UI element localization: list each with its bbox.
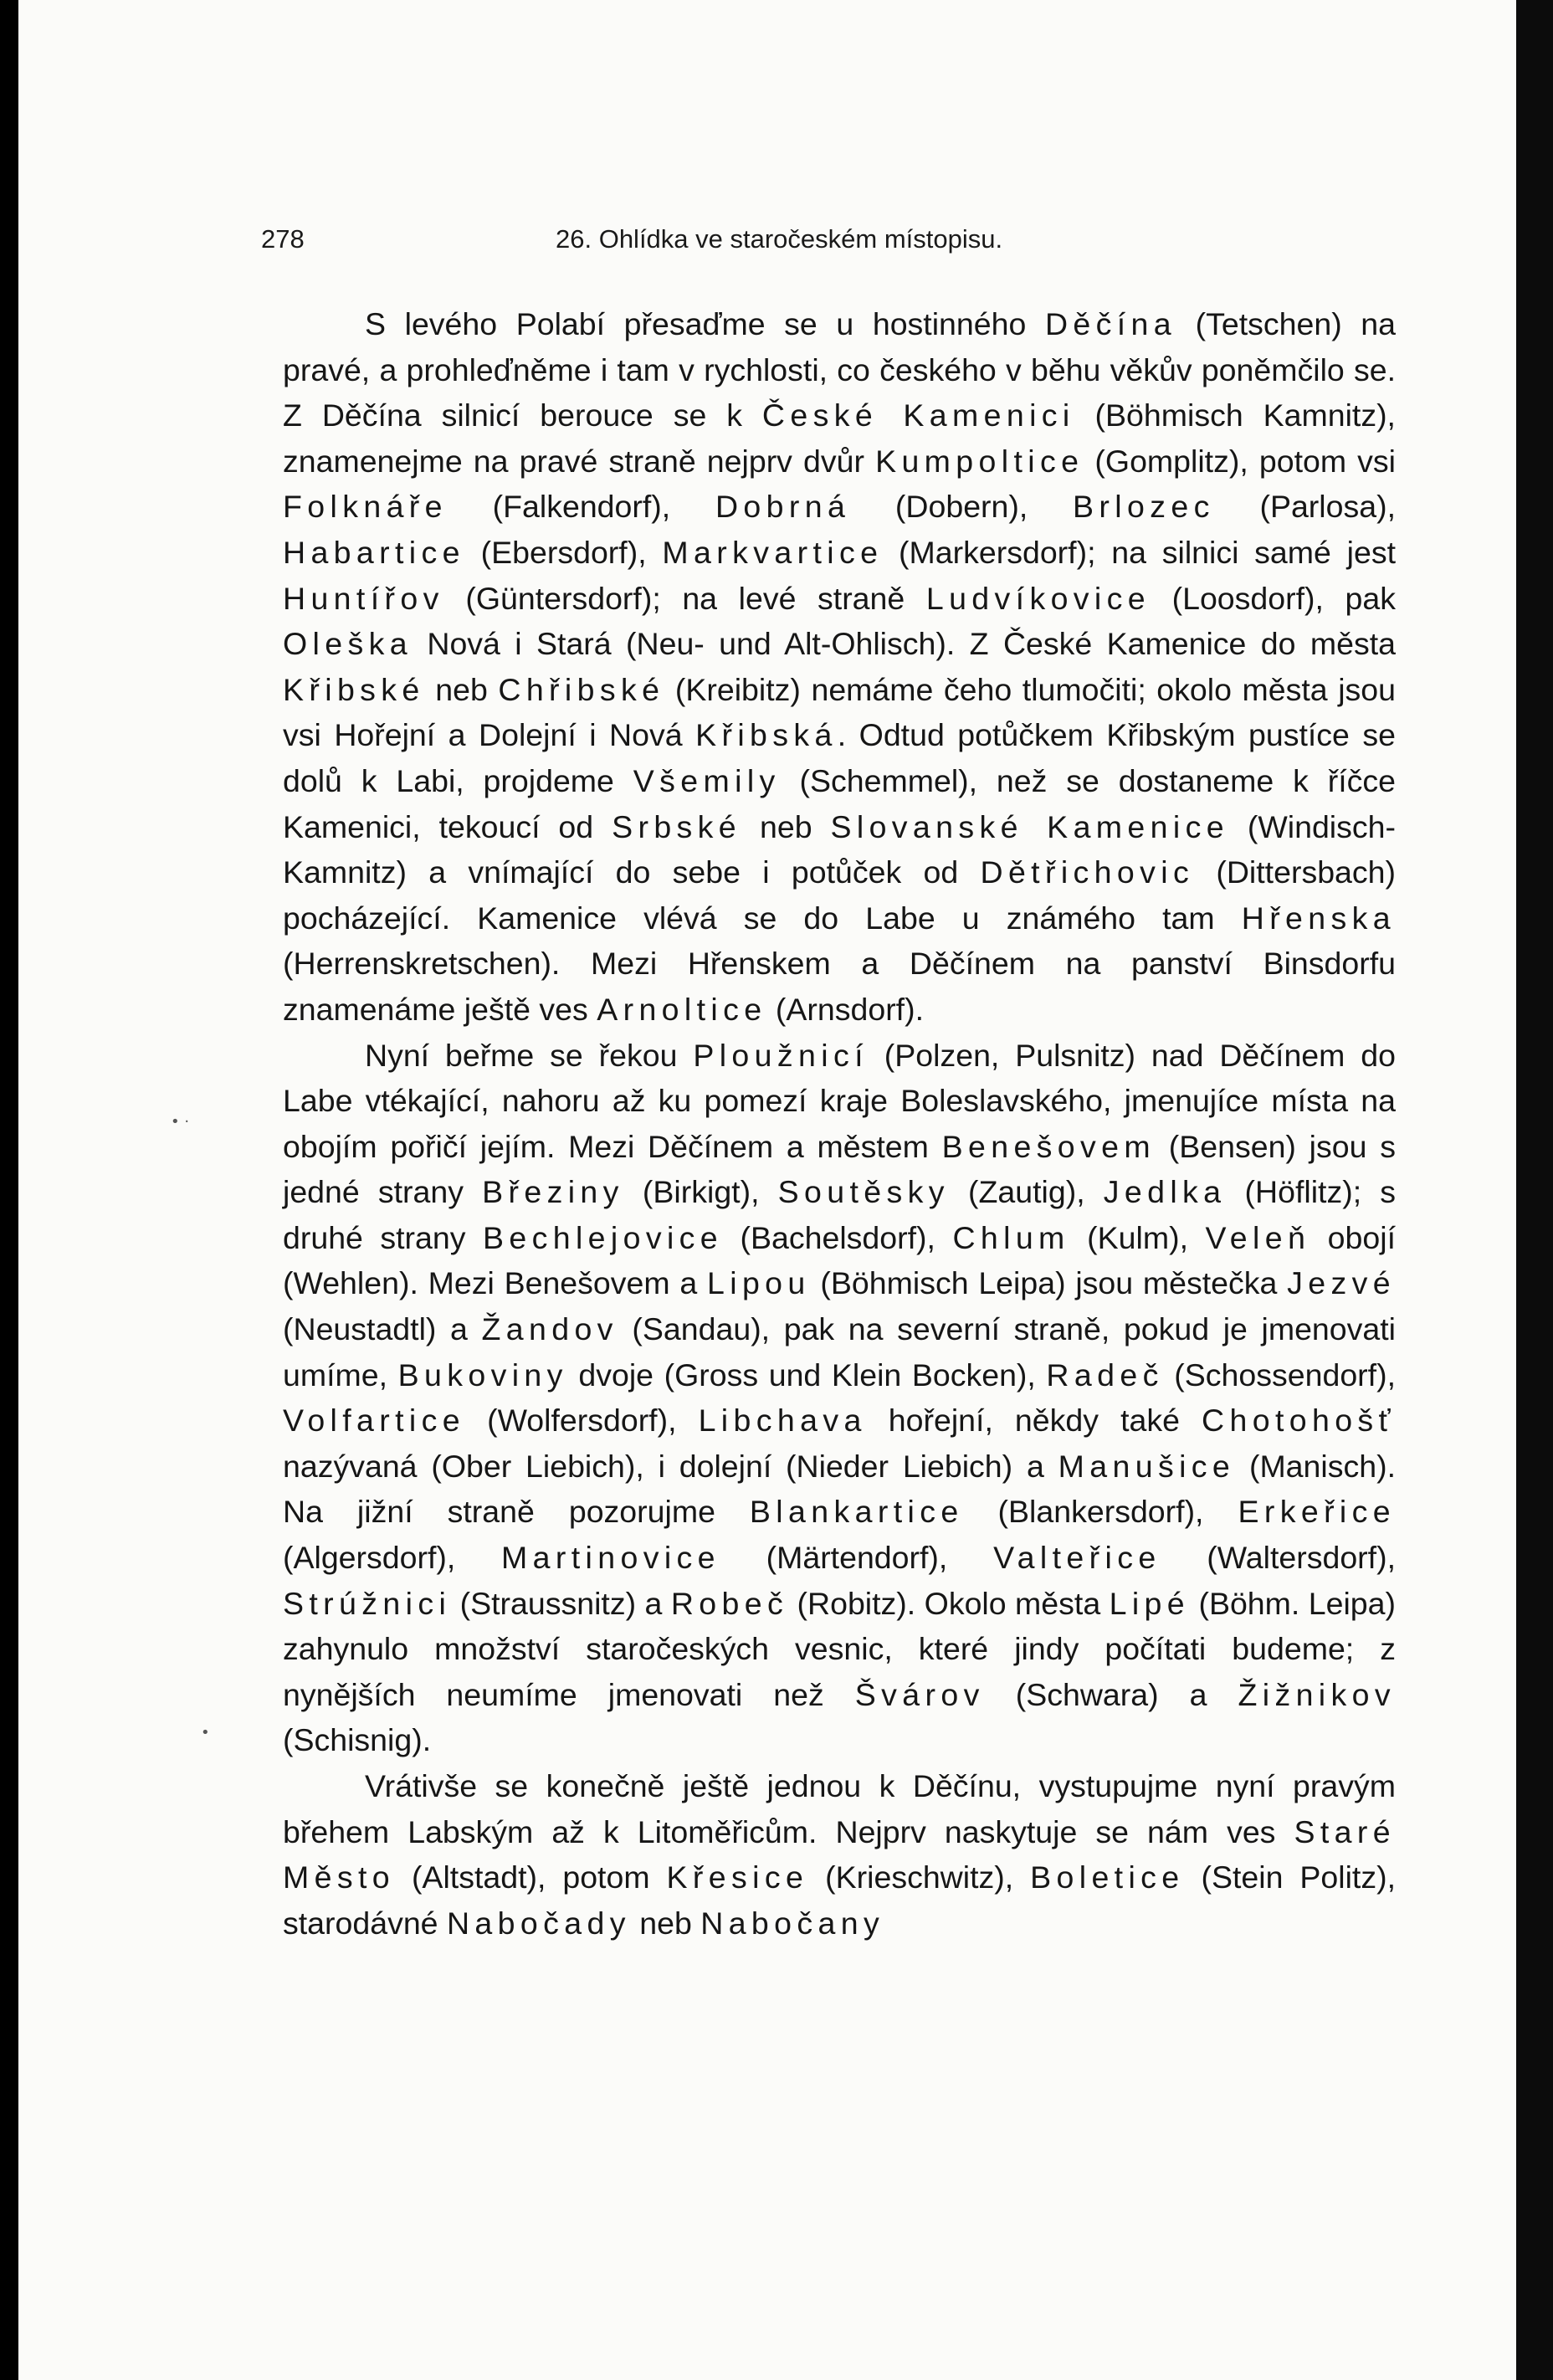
place-name: Lipou — [707, 1265, 811, 1301]
place-name: Jedlka — [1103, 1174, 1227, 1210]
place-name: Chřibské — [498, 671, 665, 707]
place-name: Srbské — [612, 808, 742, 844]
place-name: Bechlejovice — [483, 1219, 724, 1255]
place-name: Valteřice — [993, 1540, 1161, 1576]
scan-speck: • · — [171, 1113, 190, 1131]
place-name: Volfartice — [283, 1403, 465, 1439]
scan-speck: • — [201, 1724, 210, 1741]
paragraph-3: Vrátivše se konečně ještě jednou k Děčínu, vystupujme nyní pravým břehem Labským až k Litoměřicům. Nejprv naskytuje se nám ves Staré Město (Altstadt), potom Křesice (Krieschwitz), Boletice (Stein Politz), starodávné Nabočady neb Nabočany — [283, 1768, 1397, 1941]
place-name: Bukoviny — [397, 1357, 568, 1393]
place-name: Folknáře — [283, 489, 448, 525]
place-name: Chlum — [952, 1219, 1070, 1255]
place-name: Boletice — [1030, 1859, 1185, 1895]
place-name: České Kamenici — [761, 398, 1075, 433]
page-number: 278 — [261, 224, 305, 254]
place-name: Březiny — [482, 1174, 624, 1210]
place-name: Kumpoltice — [875, 443, 1084, 479]
book-page — [18, 0, 1516, 2380]
place-name: Veleň — [1205, 1219, 1311, 1255]
place-name: Erkeřice — [1238, 1494, 1396, 1530]
chapter-title: 26. Ohlídka ve staročeském místopisu. — [556, 224, 1003, 254]
place-name: Radeč — [1046, 1357, 1164, 1393]
place-name: Libchava — [698, 1403, 867, 1439]
place-name: Žižnikov — [1238, 1676, 1396, 1712]
place-name: Hřenska — [1241, 900, 1396, 936]
place-name: Slovanské Kamenice — [830, 808, 1229, 844]
place-name: Strúžnici — [283, 1585, 452, 1621]
place-name: Ploužnicí — [693, 1037, 869, 1073]
place-name: Švárov — [854, 1676, 985, 1712]
paragraph-1: S levého Polabí přesaďme se u hostinného Děčína (Tetschen) na pravé, a prohleďněme i tam v rychlosti, co českého v běhu věkův poněmčilo se. Z Děčína silnicí berouce se k České Kamenici (Böhmisch Kamnitz), znamenejme na pravé straně nejprv dvůr Kumpoltice (Gomplitz), potom vsi Folknáře (Falkendorf), Dobrná (Dobern), Brlozec (Parlosa), Habartice (Ebersdorf), Markvartice (Markersdorf); na silnici samé jest Huntířov (Güntersdorf); na levé straně Ludvíkovice (Loosdorf), pak Oleška Nová i Stará (Neu- und Alt-Ohlisch). Z České Kamenice do města Křibské neb Chřibské (Kreibitz) nemáme čeho tlumočiti; okolo města jsou vsi Hořejní a Dolejní i Nová Křibská. Odtud potůčkem Křibským pustíce se dolů k Labi, projdeme Všemily (Schemmel), než se dostaneme k říčce Kamenici, tekoucí od Srbské neb Slovanské Kamenice (Windisch-Kamnitz) a vnímající do sebe i potůček od Dětřichovic (Dittersbach) pocházející. Kamenice vlévá se do Labe u známého tam Hřenska (Herrenskretschen). Mezi Hřenskem a Děčínem na panství Binsdorfu znamenáme ještě ves Arnoltice (Arnsdorf). — [283, 306, 1397, 1027]
place-name: Nabočady — [446, 1905, 631, 1941]
place-name: Lipé — [1109, 1585, 1191, 1621]
place-name: Robeč — [670, 1585, 789, 1621]
body-text — [283, 301, 1396, 1946]
place-name: Křibská — [695, 717, 838, 753]
scan-edge — [1516, 0, 1553, 2380]
paragraph-2: Nyní beřme se řekou Ploužnicí (Polzen, Pulsnitz) nad Děčínem do Labe vtékající, nahoru až ku pomezí kraje Boleslavského, jmenujíce místa na obojím pořičí jejím. Mezi Děčínem a městem Benešovem (Bensen) jsou s jedné strany Březiny (Birkigt), Soutěsky (Zautig), Jedlka (Höflitz); s druhé strany Bechlejovice (Bachelsdorf), Chlum (Kulm), Veleň obojí (Wehlen). Mezi Benešovem a Lipou (Böhmisch Leipa) jsou městečka Jezvé (Neustadtl) a Žandov (Sandau), pak na severní straně, pokud je jmenovati umíme, Bukoviny dvoje (Gross und Klein Bocken), Radeč (Schossendorf), Volfartice (Wolfersdorf), Libchava hořejní, někdy také Chotohošť nazývaná (Ober Liebich), i dolejní (Nieder Liebich) a Manušice (Manisch). Na jižní straně pozorujme Blankartice (Blankersdorf), Erkeřice (Algersdorf), Martinovice (Märtendorf), Valteřice (Waltersdorf), Strúžnici (Straussnitz) a Robeč (Robitz). Okolo města Lipé (Böhm. Leipa) zahynulo množství staročeských vesnic, které jindy počítati budeme; z nynějších neumíme jmenovati než Švárov (Schwara) a Žižnikov (Schisnig). — [283, 1037, 1397, 1758]
place-name: Benešovem — [941, 1128, 1156, 1164]
place-name: Všemily — [633, 762, 781, 798]
place-name: Jezvé — [1287, 1265, 1396, 1301]
place-name: Manušice — [1058, 1448, 1236, 1484]
place-name: Nabočany — [700, 1905, 885, 1941]
place-name: Oleška — [283, 626, 413, 662]
place-name: Žandov — [481, 1311, 618, 1347]
place-name: Ludvíkovice — [925, 580, 1151, 616]
place-name: Blankartice — [749, 1494, 964, 1530]
place-name: Brlozec — [1073, 489, 1215, 525]
place-name: Chotohošť — [1202, 1403, 1396, 1439]
place-name: Dobrná — [715, 489, 851, 525]
place-name: Křesice — [666, 1859, 809, 1895]
place-name: Staré Město — [283, 1813, 1396, 1895]
running-header — [261, 224, 1433, 266]
place-name: Křibské — [283, 671, 425, 707]
place-name: Soutěsky — [777, 1174, 950, 1210]
place-name: Habartice — [283, 534, 465, 570]
place-name: Děčína — [1044, 306, 1177, 341]
place-name: Markvartice — [662, 534, 884, 570]
place-name: Martinovice — [501, 1540, 720, 1576]
place-name: Arnoltice — [597, 991, 767, 1027]
place-name: Huntířov — [283, 580, 444, 616]
place-name: Dětřichovic — [980, 854, 1195, 890]
